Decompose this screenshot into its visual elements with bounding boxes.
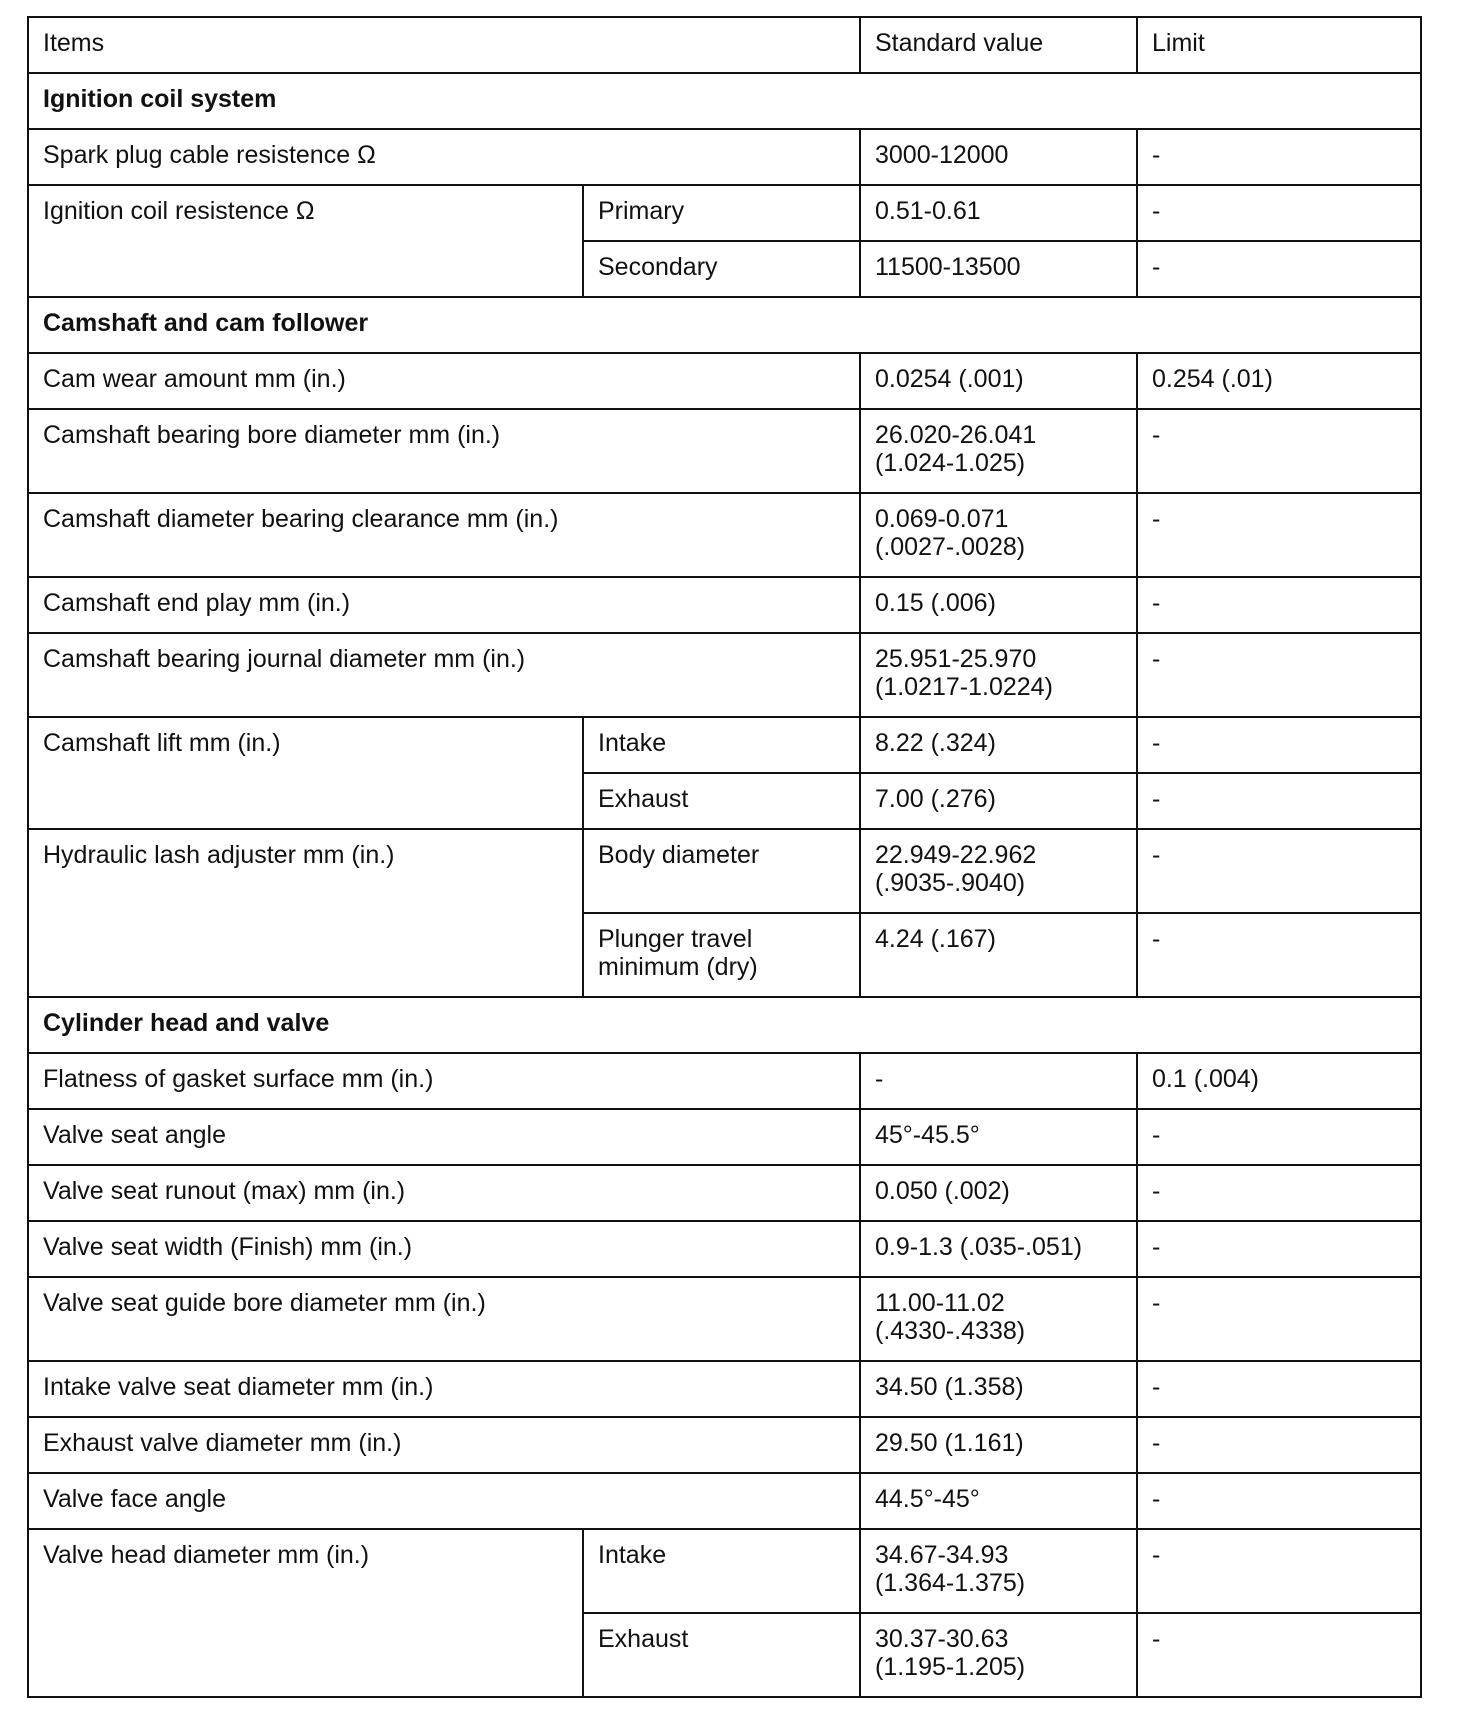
limit-cell: - [1137,409,1421,493]
limit-cell: - [1137,493,1421,577]
standard-value-cell: 34.67-34.93 (1.364-1.375) [860,1529,1137,1613]
item-cell: Valve face angle [28,1473,860,1529]
limit-cell: 0.1 (.004) [1137,1053,1421,1109]
limit-cell: - [1137,1109,1421,1165]
standard-value-cell: 26.020-26.041 (1.024-1.025) [860,409,1137,493]
item-cell: Hydraulic lash adjuster mm (in.) [28,829,583,997]
standard-value-cell: 0.51-0.61 [860,185,1137,241]
item-cell: Intake valve seat diameter mm (in.) [28,1361,860,1417]
limit-cell: - [1137,1529,1421,1613]
sub-item-cell: Primary [583,185,860,241]
standard-value-cell: 29.50 (1.161) [860,1417,1137,1473]
sub-item-cell: Intake [583,717,860,773]
sub-item-cell: Body diameter [583,829,860,913]
limit-cell: - [1137,1221,1421,1277]
item-cell: Valve seat runout (max) mm (in.) [28,1165,860,1221]
item-cell: Valve head diameter mm (in.) [28,1529,583,1697]
limit-cell: - [1137,1361,1421,1417]
standard-value-cell: 34.50 (1.358) [860,1361,1137,1417]
section-row [28,297,1421,353]
sub-item-cell: Exhaust [583,773,860,829]
item-cell: Ignition coil resistence Ω [28,185,583,297]
standard-value-cell: 7.00 (.276) [860,773,1137,829]
sub-item-cell: Intake [583,1529,860,1613]
sub-item-cell: Secondary [583,241,860,297]
item-cell: Valve seat angle [28,1109,860,1165]
sub-item-cell: Plunger travel minimum (dry) [583,913,860,997]
standard-value-cell: 44.5°-45° [860,1473,1137,1529]
limit-cell: - [1137,913,1421,997]
sub-item-cell: Exhaust [583,1613,860,1697]
limit-cell: - [1137,773,1421,829]
standard-value-cell: 0.15 (.006) [860,577,1137,633]
limit-cell: - [1137,1277,1421,1361]
header-limit: Limit [1137,17,1421,73]
limit-cell: 0.254 (.01) [1137,353,1421,409]
limit-cell: - [1137,829,1421,913]
standard-value-cell: 3000-12000 [860,129,1137,185]
limit-cell: - [1137,1417,1421,1473]
item-cell: Camshaft bearing bore diameter mm (in.) [28,409,860,493]
standard-value-cell: 25.951-25.970 (1.0217-1.0224) [860,633,1137,717]
item-cell: Camshaft diameter bearing clearance mm (in.) [28,493,860,577]
limit-cell: - [1137,129,1421,185]
table-row [28,577,1421,633]
item-cell: Flatness of gasket surface mm (in.) [28,1053,860,1109]
table-row [28,129,1421,185]
standard-value-cell: 0.050 (.002) [860,1165,1137,1221]
table-row [28,1417,1421,1473]
standard-value-cell: 11.00-11.02 (.4330-.4338) [860,1277,1137,1361]
header-row [28,17,1421,73]
section-row [28,997,1421,1053]
section-title: Ignition coil system [28,73,1421,129]
standard-value-cell: 0.069-0.071 (.0027-.0028) [860,493,1137,577]
standard-value-cell: 30.37-30.63 (1.195-1.205) [860,1613,1137,1697]
section-title: Cylinder head and valve [28,997,1421,1053]
standard-value-cell: 45°-45.5° [860,1109,1137,1165]
table-row [28,409,1421,493]
table-row [28,185,1421,241]
item-cell: Valve seat width (Finish) mm (in.) [28,1221,860,1277]
item-cell: Valve seat guide bore diameter mm (in.) [28,1277,860,1361]
table-row [28,717,1421,773]
limit-cell: - [1137,633,1421,717]
table-row [28,1165,1421,1221]
section-title: Camshaft and cam follower [28,297,1421,353]
limit-cell: - [1137,241,1421,297]
item-cell: Camshaft end play mm (in.) [28,577,860,633]
item-cell: Camshaft bearing journal diameter mm (in.) [28,633,860,717]
section-row [28,73,1421,129]
standard-value-cell: 8.22 (.324) [860,717,1137,773]
table-row [28,633,1421,717]
limit-cell: - [1137,577,1421,633]
standard-value-cell: 22.949-22.962 (.9035-.9040) [860,829,1137,913]
header-items: Items [28,17,860,73]
limit-cell: - [1137,717,1421,773]
standard-value-cell: - [860,1053,1137,1109]
item-cell: Camshaft lift mm (in.) [28,717,583,829]
header-standard-value: Standard value [860,17,1137,73]
table-row [28,1361,1421,1417]
table-row [28,353,1421,409]
item-cell: Spark plug cable resistence Ω [28,129,860,185]
table-row [28,1109,1421,1165]
table-row [28,1473,1421,1529]
table-row [28,829,1421,913]
limit-cell: - [1137,1473,1421,1529]
table-row [28,1053,1421,1109]
limit-cell: - [1137,1165,1421,1221]
table-row [28,1529,1421,1613]
standard-value-cell: 4.24 (.167) [860,913,1137,997]
table-row [28,493,1421,577]
standard-value-cell: 11500-13500 [860,241,1137,297]
item-cell: Cam wear amount mm (in.) [28,353,860,409]
table-row [28,1277,1421,1361]
standard-value-cell: 0.0254 (.001) [860,353,1137,409]
item-cell: Exhaust valve diameter mm (in.) [28,1417,860,1473]
limit-cell: - [1137,1613,1421,1697]
limit-cell: - [1137,185,1421,241]
specification-table [27,16,1422,1698]
table-row [28,1221,1421,1277]
standard-value-cell: 0.9-1.3 (.035-.051) [860,1221,1137,1277]
